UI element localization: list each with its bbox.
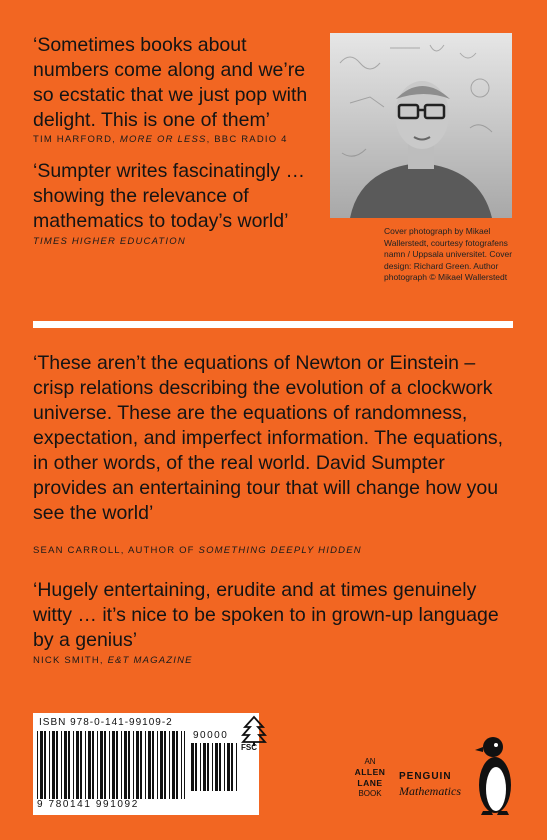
- allen-an: AN: [364, 757, 376, 766]
- penguin-logo-icon: [474, 733, 516, 819]
- allen-allen: ALLEN: [354, 767, 386, 777]
- series-name: Mathematics: [399, 784, 461, 798]
- barcode-bars: [37, 731, 185, 801]
- fsc-label: FSC: [241, 743, 257, 752]
- barcode-number: 9 780141 991092: [37, 799, 139, 810]
- attribution-carroll: [33, 545, 362, 556]
- attribution-harford-name: TIM HARFORD,: [33, 134, 120, 145]
- attribution-harford: [33, 134, 288, 145]
- attribution-smith: [33, 655, 193, 666]
- allen-lane-mark: [352, 757, 388, 799]
- author-photo: [330, 33, 512, 218]
- quote-smith: ‘Hugely entertaining, erudite and at times genuinely witty … it’s nice to be spoken to in grown-up language by a genius’: [33, 579, 499, 651]
- quote-carroll: ‘These aren’t the equations of Newton or Einstein – crisp relations describing the evolution of a clockwork universe. These are the equations of randomness, expectation, and imperfect information. The equations, in other words, of the real world. David Sumpter provides an entertaining tour that will change how you see the world’: [33, 352, 504, 524]
- allen-book: BOOK: [358, 789, 382, 798]
- publisher-name: PENGUIN: [399, 771, 452, 782]
- attribution-smith-name: NICK SMITH,: [33, 655, 108, 666]
- attribution-smith-magazine: E&T MAGAZINE: [107, 655, 193, 666]
- quote-harford: ‘Sometimes books about numbers come along and we’re so ecstatic that we just pop with delight. This is one of them’: [33, 34, 308, 131]
- attribution-harford-show: MORE OR LESS: [119, 134, 207, 145]
- attribution-carroll-name: SEAN CARROLL, AUTHOR OF: [33, 545, 199, 556]
- divider-rule: [33, 321, 513, 328]
- barcode-panel: [33, 713, 259, 815]
- isbn-label: ISBN 978-0-141-99109-2: [39, 717, 173, 728]
- fsc-tree-icon: [240, 713, 268, 759]
- attribution-harford-station: , BBC RADIO 4: [206, 134, 288, 145]
- allen-lane: LANE: [357, 778, 383, 788]
- barcode-addon-bars: [191, 743, 241, 791]
- barcode-addon-number: 90000: [193, 730, 229, 741]
- photo-credit: Cover photograph by Mikael Wallerstedt, courtesy fotografens namn / Uppsala universitet. Cover design: Richard Green. Author photograph © Mikael Wallerstedt: [384, 226, 513, 282]
- attribution-times-higher: TIMES HIGHER EDUCATION: [33, 236, 186, 247]
- quote-times-higher: ‘Sumpter writes fascinatingly … showing the relevance of mathematics to today’s world’: [33, 160, 306, 232]
- attribution-carroll-book: SOMETHING DEEPLY HIDDEN: [198, 545, 362, 556]
